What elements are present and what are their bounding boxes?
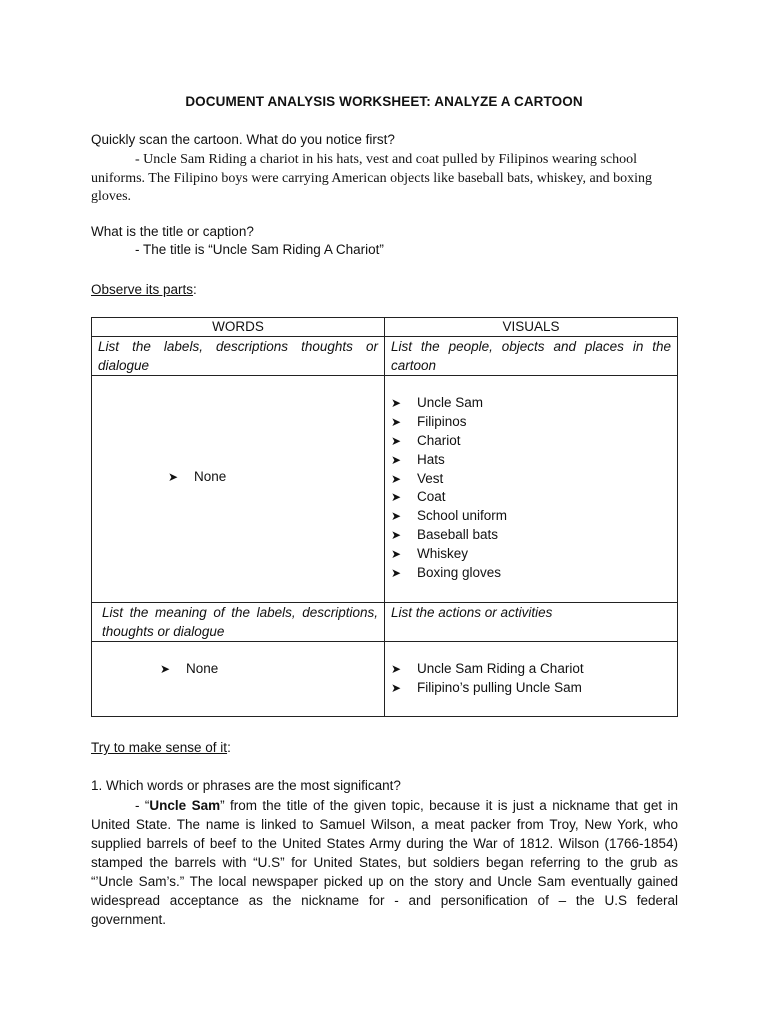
list-item-label: Baseball bats [417, 527, 499, 543]
sense-heading-text: Try to make sense of it [91, 740, 228, 755]
list-item [391, 545, 671, 564]
desc-meaning: List the meaning of the labels, descriptions, thoughts or dialogue [92, 603, 385, 642]
list-item [391, 394, 671, 413]
list-item [391, 470, 671, 489]
words-cell [92, 376, 385, 603]
list-item-label: Boxing gloves [417, 565, 502, 581]
arrow-bullet-icon: ➤ [391, 662, 402, 676]
answer-title-caption: - The title is “Uncle Sam Riding A Chariot” [135, 242, 384, 257]
question-notice-first: Quickly scan the cartoon. What do you notice first? [91, 132, 395, 147]
visuals-list [391, 394, 671, 583]
arrow-bullet-icon: ➤ [391, 490, 402, 505]
table-items-row [92, 376, 678, 603]
list-item-label: None [194, 469, 227, 484]
sense-heading [91, 740, 231, 755]
table-header-row [92, 318, 678, 337]
list-item [391, 564, 671, 583]
list-item [391, 507, 671, 526]
list-item-label: School uniform [417, 508, 508, 524]
list-item [391, 451, 671, 470]
list-item-label: Filipino’s pulling Uncle Sam [417, 679, 582, 695]
answer-bold-term: Uncle Sam [149, 798, 221, 813]
list-item [168, 468, 378, 487]
list-item-label: Coat [417, 489, 446, 505]
answer-text: - Uncle Sam Riding a chariot in his hats, vest and coat pulled by Filipinos wearing school uniforms. The Filipino boys were carrying American objects like baseball bats, whiskey, and boxing gloves. [91, 152, 653, 204]
list-item-label: Filipinos [417, 413, 467, 429]
question-title-caption: What is the title or caption? [91, 224, 254, 239]
arrow-bullet-icon: ➤ [391, 528, 402, 543]
sense-heading-colon: : [227, 740, 231, 755]
list-item [391, 413, 671, 432]
list-item [391, 488, 671, 507]
list-item [391, 432, 671, 451]
list-item-label: Chariot [417, 432, 461, 448]
list-item-label: None [186, 661, 219, 676]
observe-heading-text: Observe its parts [91, 282, 194, 297]
arrow-bullet-icon: ➤ [160, 662, 171, 676]
arrow-bullet-icon: ➤ [391, 680, 402, 695]
header-words: WORDS [92, 318, 385, 337]
list-item [391, 526, 671, 545]
desc-actions: List the actions or activities [385, 603, 678, 642]
answer-significant-words [91, 796, 678, 929]
arrow-bullet-icon: ➤ [391, 414, 402, 429]
arrow-bullet-icon: ➤ [391, 452, 402, 467]
observe-heading [91, 282, 197, 297]
list-item-label: Uncle Sam Riding a Chariot [417, 661, 584, 676]
desc-words: List the labels, descriptions thoughts or dialogue [92, 337, 385, 376]
header-visuals: VISUALS [385, 318, 678, 337]
table-desc-row [92, 337, 678, 376]
arrow-bullet-icon: ➤ [391, 566, 402, 581]
list-item-label: Vest [417, 470, 444, 486]
words-list [168, 468, 378, 487]
answer-notice-first [91, 151, 681, 207]
actions-cell [385, 642, 678, 717]
question-significant-words: 1. Which words or phrases are the most significant? [91, 778, 401, 793]
answer-dash: - “ [135, 798, 150, 813]
list-item-label: Uncle Sam [417, 395, 484, 410]
arrow-bullet-icon: ➤ [391, 396, 402, 410]
arrow-bullet-icon: ➤ [391, 547, 402, 562]
meaning-list [160, 660, 378, 679]
table-items-row-2 [92, 642, 678, 717]
list-item-label: Hats [417, 451, 445, 467]
arrow-bullet-icon: ➤ [391, 433, 402, 448]
list-item [391, 679, 671, 698]
answer-body: ” from the title of the given topic, because it is just a nickname that get in United State. The name is linked to Samuel Wilson, a meat packer from Troy, New York, who supplied barrels of beef to the United States Army during the War of 1812. Wilson (1766-1854) stamped the barrels with “U.S” for United States, but soldiers began referring to the grub as “’Uncle Sam’s.” The local newspaper picked up on the story and Uncle Sam eventually gained widespread acceptance as the nickname for - and personification of – the U.S federal government. [91, 798, 678, 927]
meaning-cell [92, 642, 385, 717]
arrow-bullet-icon: ➤ [391, 509, 402, 524]
visuals-cell [385, 376, 678, 603]
list-item-label: Whiskey [417, 546, 469, 562]
analysis-table [91, 317, 678, 717]
table-desc-row-2 [92, 603, 678, 642]
observe-heading-colon: : [193, 282, 197, 297]
arrow-bullet-icon: ➤ [168, 470, 179, 484]
actions-list [391, 660, 671, 698]
list-item [160, 660, 378, 679]
desc-visuals: List the people, objects and places in the cartoon [385, 337, 678, 376]
arrow-bullet-icon: ➤ [391, 471, 402, 486]
list-item [391, 660, 671, 679]
page-title: DOCUMENT ANALYSIS WORKSHEET: ANALYZE A CARTOON [185, 94, 583, 109]
